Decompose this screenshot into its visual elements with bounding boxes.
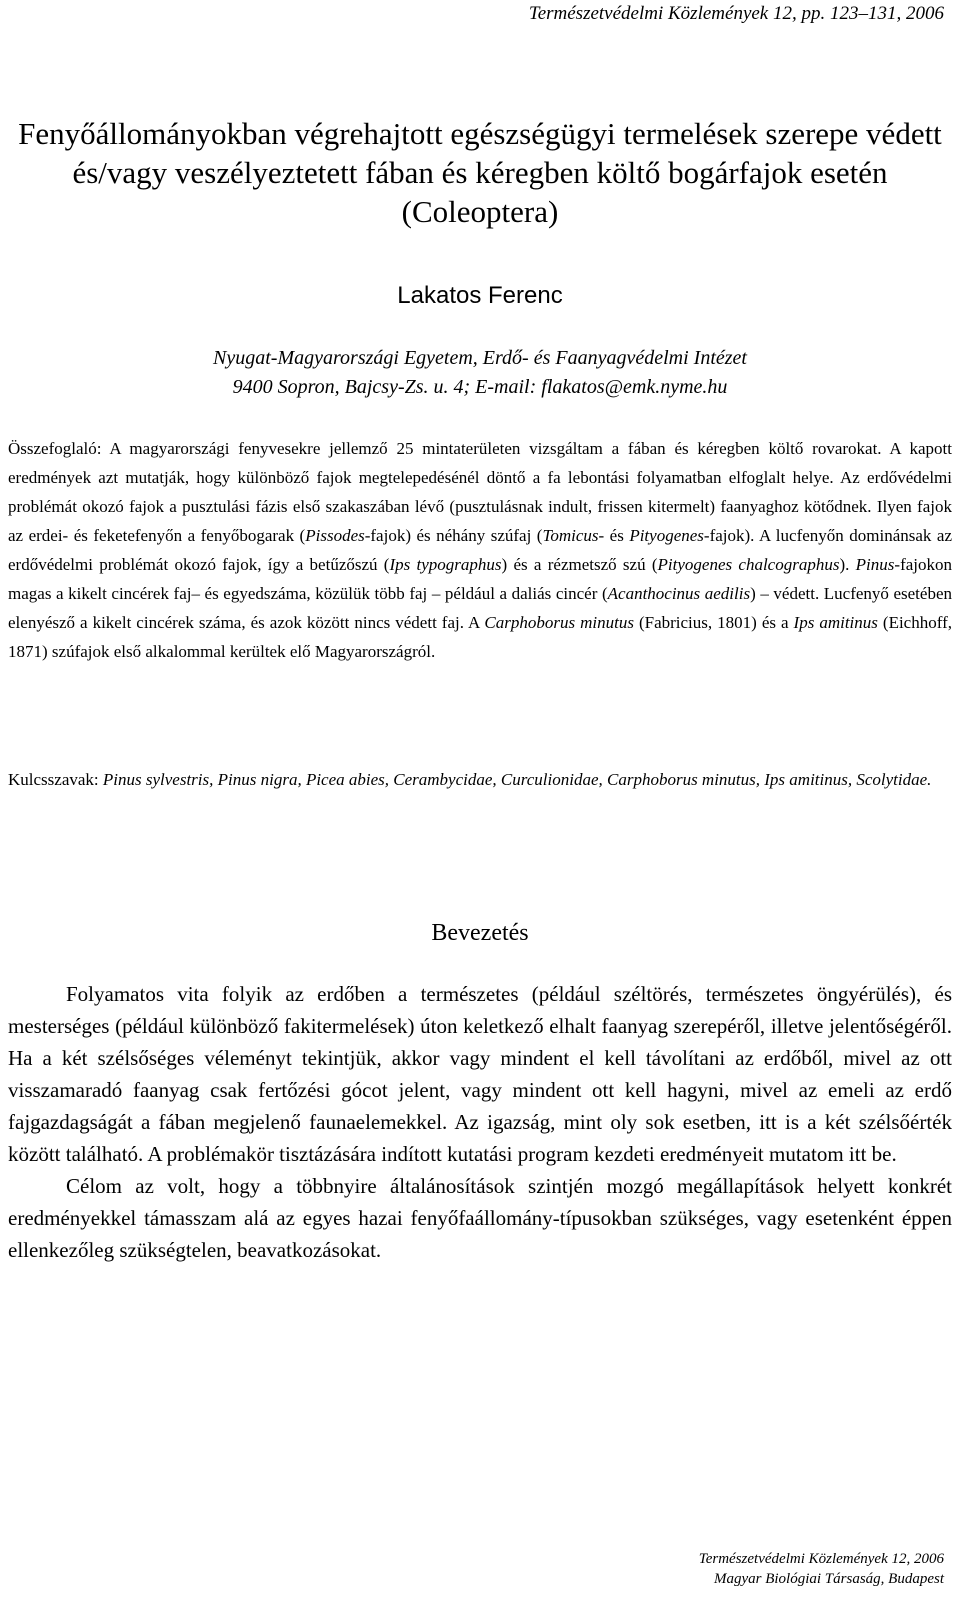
article-title: Fenyőállományokban végrehajtott egészségügyi termelések szerepe védett és/vagy veszélyeztetett fában és kéregben költő bogárfajok esetén (Coleoptera)	[18, 116, 942, 229]
taxon-name: Pissodes	[305, 526, 365, 545]
abstract-text: -fajok). A lucfenyőn dominánsak az erdővédelmi problémát okozó fajok, így a betűzőszú (	[8, 526, 953, 574]
taxon-name: Pinus	[855, 555, 895, 574]
section-body	[8, 978, 952, 1266]
abstract-text: ) és a rézmetsző szú (	[501, 555, 658, 574]
taxon-name: Acanthocinus aedilis	[607, 584, 751, 603]
abstract-text: A magyarországi fenyvesekre jellemző 25 mintaterületen vizsgáltam a fában és kéregben költő rovarokat. A kapott eredmények azt mutatják, hogy különböző fajok megtelepedésénél döntő a fa lebontási folyamatban elfoglalt helye. Az erdővédelmi problémát okozó fajok a pusztulási fázis első szakaszában lévő (pusztulásnak indult, frissen kitermelt) faanyaghoz kötődnek. Ilyen fajok az erdei- és feketefenyőn a fenyőbogarak (	[8, 439, 952, 545]
affiliation-address: 9400 Sopron, Bajcsy-Zs. u. 4; E-mail: flakatos@emk.nyme.hu	[232, 376, 728, 398]
taxon-name: Pityogenes	[629, 526, 704, 545]
taxon-name: Ips amitinus	[793, 613, 878, 632]
body-paragraph: Folyamatos vita folyik az erdőben a természetes (például széltörés, természetes öngyérülés), és mesterséges (például különböző fakitermelések) úton keletkező elhalt faanyag szerepéről, illetve jelentőségéről. Ha a két szélsőséges véleményt tekintjük, akkor vagy mindent el kell távolítani az erdőből, mivel az ott visszamaradó faanyag csak fertőzési gócot jelent, vagy mindent ott kell hagyni, mivel az emeli az erdő fajgazdagságát a fában megjelenő faunaelemekkel. Az igazság, mint oly sok esetben, itt is a két szélsőérték között található. A problémakör tisztázására indított kutatási program kezdeti eredményeit mutatom itt be.	[8, 982, 952, 1166]
abstract-text: ) – védett. Lucfenyő esetében elenyésző a kikelt cincérek száma, és azok között nincs védett faj. A	[8, 584, 952, 632]
author-name: Lakatos Ferenc	[397, 282, 563, 309]
affiliation	[0, 344, 960, 402]
taxon-name: Tomicus	[542, 526, 599, 545]
abstract-text: - és	[598, 526, 630, 545]
abstract-text: (Eichhoff, 1871) szúfajok első alkalommal kerültek elő Magyarországról.	[8, 613, 952, 661]
abstract-text: -fajok) és néhány szúfaj (	[364, 526, 543, 545]
abstract-text: (Fabricius, 1801) és a	[633, 613, 794, 632]
taxon-name: Ips typographus	[389, 555, 502, 574]
keywords	[8, 765, 952, 794]
keywords-list: Pinus sylvestris, Pinus nigra, Picea abies, Cerambycidae, Curculionidae, Carphoborus minutus, Ips amitinus, Scolytidae.	[98, 770, 932, 789]
affiliation-institute: Nyugat-Magyarországi Egyetem, Erdő- és Faanyagvédelmi Intézet	[213, 347, 747, 369]
page-footer	[699, 1549, 944, 1589]
footer-journal: Természetvédelmi Közlemények 12, 2006	[698, 1551, 944, 1567]
taxon-name: Pityogenes chalcographus	[657, 555, 840, 574]
section-heading: Bevezetés	[431, 920, 529, 946]
body-paragraph: Célom az volt, hogy a többnyire általánosítások szintjén mozgó megállapítások helyett konkrét eredményekkel támasszam alá az egyes hazai fenyőfaállomány-típusokban szükséges, vagy esetenként éppen ellenkezőleg szükségtelen, beavatkozásokat.	[8, 1174, 952, 1262]
abstract-text: ).	[839, 555, 856, 574]
taxon-name: Carphoborus minutus	[484, 613, 634, 632]
keywords-label: Kulcsszavak:	[8, 770, 99, 789]
footer-publisher: Magyar Biológiai Társaság, Budapest	[713, 1571, 944, 1587]
running-head: Természetvédelmi Közlemények 12, pp. 123–131, 2006	[528, 3, 944, 24]
abstract-text: -fajokon magas a kikelt cincérek faj– és egyedszáma, közülük több faj – például a daliás cincér (	[8, 555, 952, 603]
abstract	[8, 434, 952, 666]
abstract-label: Összefoglaló:	[8, 439, 102, 458]
